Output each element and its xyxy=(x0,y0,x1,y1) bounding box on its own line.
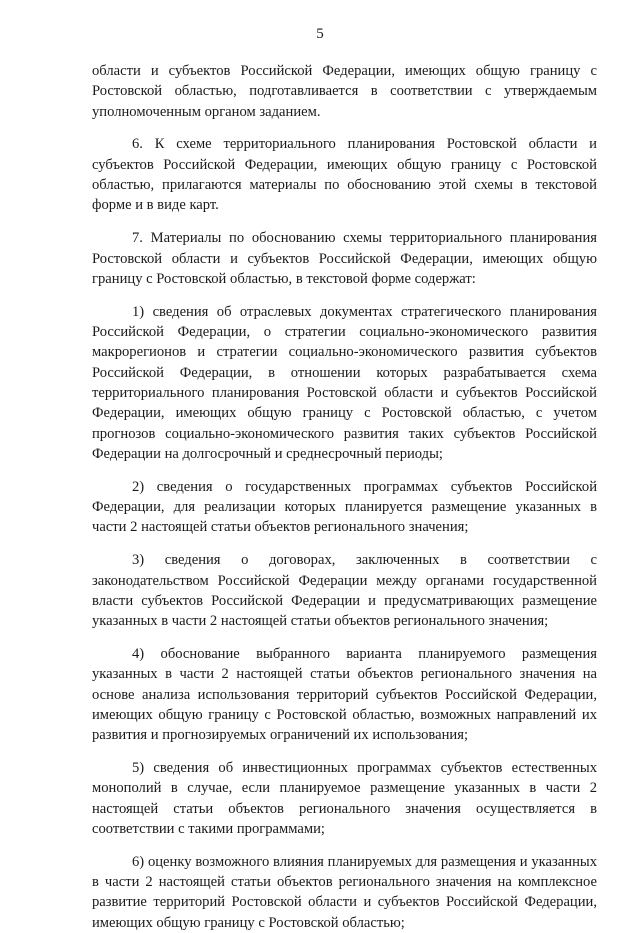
subitem-3: 3) сведения о договорах, заключенных в соответствии с законодательством Российской Федерации между органами государственной власти субъектов Российской Федерации и предусматривающих размещение указанных в части 2 настоящей статьи объектов регионального значения; xyxy=(92,552,597,630)
paragraph-continuation: области и субъектов Российской Федерации, имеющих общую границу с Ростовской областью, подготавливается в соответствии с утверждаемым уполномоченным органом заданием. xyxy=(92,63,597,120)
document-body xyxy=(92,61,597,933)
paragraph-item-6: 6. К схеме территориального планирования Ростовской области и субъектов Российской Федерации, имеющих общую границу с Ростовской областью, прилагаются материалы по обоснованию этой схемы в текстовой форме и в виде карт. xyxy=(92,136,597,214)
subitem-1: 1) сведения об отраслевых документах стратегического планирования Российской Федерации, о стратегии социально-экономического развития макрорегионов и стратегии социально-экономического развития субъектов Российской Федерации, в отношении которых разрабатывается схема территориального планирования Ростовской области и субъектов Российской Федерации, имеющих общую границу с Ростовской областью, с учетом прогнозов социально-экономического развития таких субъектов Российской Федерации на долгосрочный и среднесрочный периоды; xyxy=(92,303,597,462)
paragraph-item-7: 7. Материалы по обоснованию схемы территориального планирования Ростовской области и субъектов Российской Федерации, имеющих общую границу с Ростовской областью, в текстовой форме содержат: xyxy=(92,230,597,287)
subitem-4: 4) обоснование выбранного варианта планируемого размещения указанных в части 2 настоящей статьи объектов регионального значения на основе анализа использования территорий субъектов Российской Федерации, имеющих общую границу с Ростовской областью, возможных направлений их развития и прогнозируемых ограничений их использования; xyxy=(92,645,597,744)
subitem-5: 5) сведения об инвестиционных программах субъектов естественных монополий в случае, если планируемое размещение указанных в части 2 настоящей статьи объектов регионального значения осуществляется в соответствии с такими программами; xyxy=(92,760,597,837)
page-number: 5 xyxy=(316,26,324,42)
subitem-2: 2) сведения о государственных программах субъектов Российской Федерации, для реализации которых планируется размещение указанных в части 2 настоящей статьи объектов регионального значения; xyxy=(92,478,597,536)
subitem-6: 6) оценку возможного влияния планируемых для размещения и указанных в части 2 настоящей статьи объектов регионального значения на комплексное развитие территорий Ростовской области и субъектов Российской Федерации, имеющих общую границу с Ростовской областью; xyxy=(92,853,597,931)
